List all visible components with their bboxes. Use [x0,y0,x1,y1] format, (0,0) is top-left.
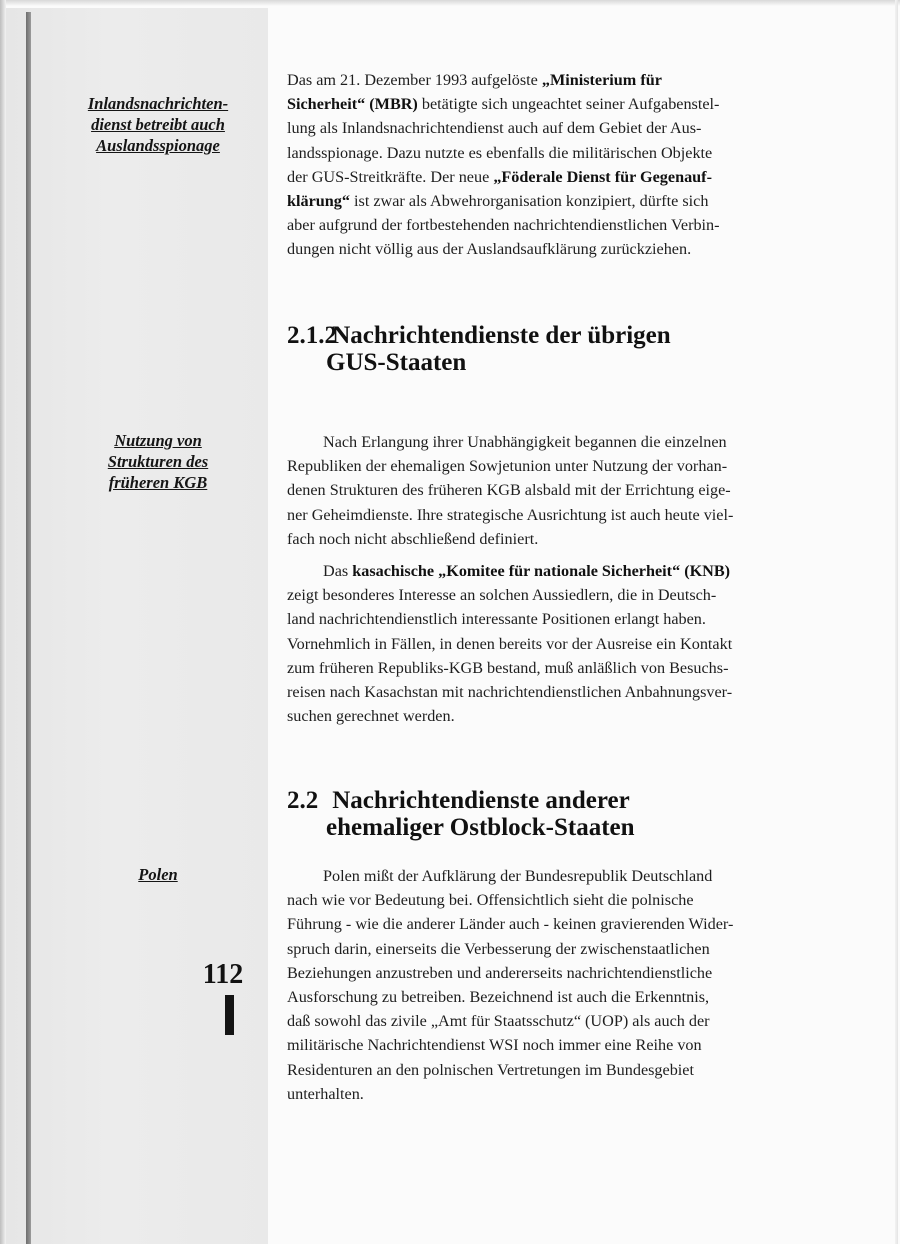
paragraph-kasachstan [287,559,793,728]
text-line: daß sowohl das zivile „Amt für Staatsschutz“ (UOP) als auch der [287,1012,710,1031]
text-line: unterhalten. [287,1084,364,1103]
margin-note-line: Polen [138,865,178,884]
section-number: 2.2 [287,787,319,814]
text-line: Beziehungen anzustreben und andererseits nachrichtendienstliche [287,963,713,982]
margin-note-line: dienst betreibt auch [91,115,225,134]
text-line: lung als Inlandsnachrichtendienst auch auf dem Gebiet der Aus- [287,119,702,138]
text-line: zeigt besonderes Interesse an solchen Aussiedlern, die in Deutsch- [287,586,717,605]
margin-column [6,8,268,1244]
text-line: nach wie vor Bedeutung bei. Offensichtlich sieht die polnische [287,891,694,910]
text-line: zum früheren Republiks-KGB bestand, muß anläßlich von Besuchs- [287,658,729,677]
text-line: militärische Nachrichtendienst WSI noch immer eine Reihe von [287,1036,702,1055]
paragraph-mbr [287,68,793,262]
text-line: suchen gerechnet werden. [287,707,455,726]
text-line: fach noch nicht abschließend definiert. [287,529,539,548]
scan-shadow-top [0,0,900,6]
scan-shadow-right [895,0,898,1244]
section-title-line: Nachrichtendienste anderer [332,787,630,814]
section-title-line: Nachrichtendienste der übrigen [332,322,671,349]
text-line: spruch darin, einerseits die Verbesserung der zwischenstaatlichen [287,939,710,958]
text-line: Ausforschung zu betreiben. Bezeichnend ist auch die Erkenntnis, [287,988,710,1007]
text-line: Polen mißt der Aufklärung der Bundesrepublik Deutschland [323,867,713,885]
margin-note-line: Auslandsspionage [96,136,220,155]
text-line: land nachrichtendienstlich interessante Positionen erlangt haben. [287,610,706,629]
text-line: landsspionage. Dazu nutzte es ebenfalls die militärischen Objekte [287,143,713,162]
text-line: Das am 21. Dezember 1993 aufgelöste „Ministerium für [287,71,662,89]
text-line: Residenturen an den polnischen Vertretungen im Bundesgebiet [287,1060,694,1079]
page-number: 112 [202,959,244,990]
text-line: Nach Erlangung ihrer Unabhängigkeit begannen die einzelnen [323,433,727,451]
section-number: 2.1.2 [287,322,337,349]
page-marker [225,995,234,1035]
text-line: Führung - wie die anderer Länder auch - keinen gravierenden Wider- [287,915,734,934]
text-line: Republiken der ehemaligen Sowjetunion unter Nutzung der vorhan- [287,457,728,476]
section-title-line: GUS-Staaten [326,349,467,376]
section-title-line: ehemaliger Ostblock-Staaten [326,814,635,841]
margin-note-nutzung-kgb [58,430,258,493]
text-line: ner Geheimdienste. Ihre strategische Ausrichtung ist auch heute viel- [287,505,734,524]
text-line: reisen nach Kasachstan mit nachrichtendienstlichen Anbahnungsver- [287,683,733,702]
paragraph-polen [287,864,793,1106]
text-line: Das kasachische „Komitee für nationale Sicherheit“ (KNB) [323,562,731,580]
section-heading-2-1-2 [287,322,671,376]
paragraph-gus-staaten [287,430,793,551]
text-line: aber aufgrund der fortbestehenden nachrichtendienstlichen Verbin- [287,216,720,235]
text-line: dungen nicht völlig aus der Auslandsaufklärung zurückziehen. [287,240,692,259]
text-line: der GUS-Streitkräfte. Der neue „Föderale Dienst für Gegenauf- [287,167,712,186]
margin-note-line: Strukturen des [107,452,209,471]
text-line: denen Strukturen des früheren KGB alsbald mit der Errichtung eige- [287,481,731,500]
margin-rule [26,12,31,1244]
text-line: Vornehmlich in Fällen, in denen bereits vor der Ausreise ein Kontakt [287,634,733,653]
text-line: Sicherheit“ (MBR) betätigte sich ungeachtet seiner Aufgabenstel- [287,95,720,114]
margin-note-polen [58,864,258,885]
margin-note-inlandsnachrichtendienst [58,93,258,156]
margin-note-line: früheren KGB [108,473,208,492]
margin-note-line: Inlandsnachrichten- [87,94,229,113]
text-line: klärung“ ist zwar als Abwehrorganisation konzipiert, dürfte sich [287,192,709,211]
margin-note-line: Nutzung von [114,431,202,450]
section-heading-2-2 [287,787,635,841]
